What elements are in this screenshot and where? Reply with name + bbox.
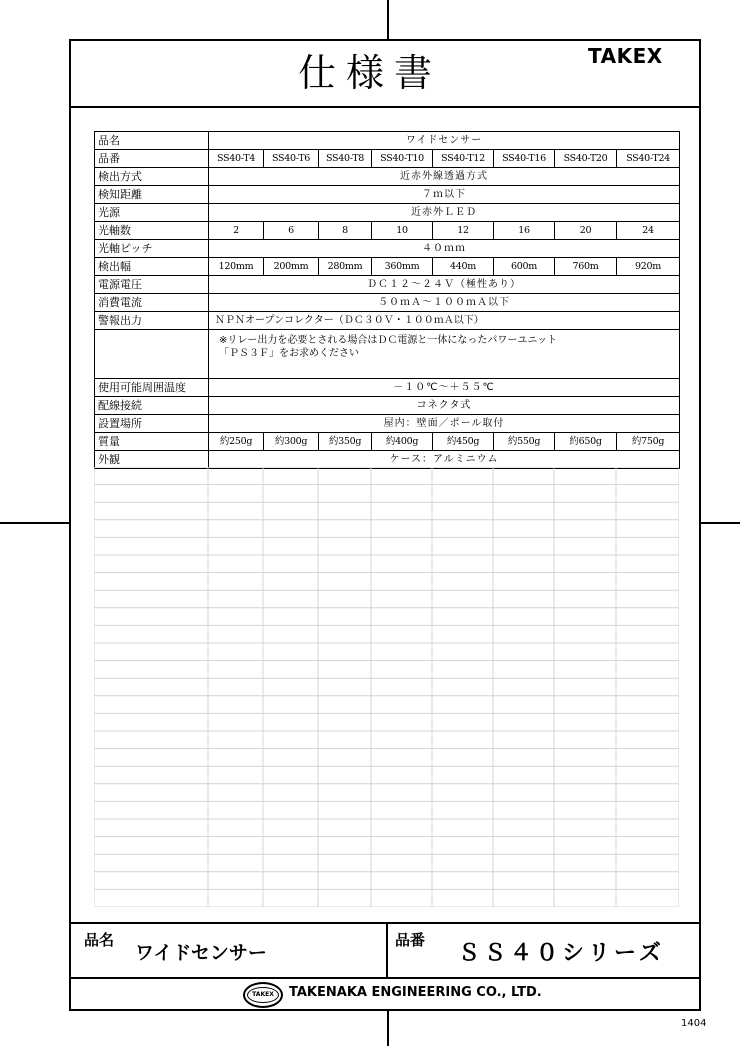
row-installation [95, 415, 680, 433]
footer-vertical-divider [386, 922, 388, 978]
value-detection-method: 近赤外線透過方式 [209, 168, 680, 186]
width-cell: 280mm [319, 258, 372, 276]
row-weight [95, 433, 680, 451]
footer-number-value: ＳＳ４０シリーズ [458, 941, 665, 966]
label-current: 消費電流 [95, 294, 209, 312]
beam-count-cell: 2 [209, 222, 264, 240]
label-alarm-note-blank [95, 330, 209, 379]
alarm-note-line1: ※リレー出力を必要とされる場合はＤＣ電源と一体になったパワーユニット [219, 335, 557, 346]
label-supply-voltage: 電源電圧 [95, 276, 209, 294]
label-detection-method: 検出方式 [95, 168, 209, 186]
footer-name-label: 品名 [84, 931, 115, 949]
label-alarm-output: 警報出力 [95, 312, 209, 330]
label-light-source: 光源 [95, 204, 209, 222]
spec-table [94, 131, 680, 469]
label-wiring: 配線接続 [95, 397, 209, 415]
weight-cell: 約650g [555, 433, 617, 451]
model-cell: SS40-T10 [372, 150, 433, 168]
company-logo-text: TAKEX [247, 987, 279, 1003]
beam-count-cell: 6 [264, 222, 319, 240]
beam-count-cell: 24 [617, 222, 680, 240]
row-temperature [95, 379, 680, 397]
weight-cell: 約750g [617, 433, 680, 451]
width-cell: 120mm [209, 258, 264, 276]
label-temperature: 使用可能周囲温度 [95, 379, 209, 397]
row-alarm-output [95, 312, 680, 330]
label-detection-width: 検出幅 [95, 258, 209, 276]
width-cell: 200mm [264, 258, 319, 276]
row-beam-count [95, 222, 680, 240]
row-detection-method [95, 168, 680, 186]
row-beam-pitch [95, 240, 680, 258]
label-detection-distance: 検知距離 [95, 186, 209, 204]
width-cell: 920m [617, 258, 680, 276]
footer-divider-mid [69, 977, 701, 979]
beam-count-cell: 12 [433, 222, 494, 240]
label-models: 品番 [95, 150, 209, 168]
value-detection-distance: ７ｍ以下 [209, 186, 680, 204]
beam-count-cell: 8 [319, 222, 372, 240]
footer-name-value: ワイドセンサー [135, 942, 267, 964]
model-cell: SS40-T8 [319, 150, 372, 168]
beam-count-cell: 20 [555, 222, 617, 240]
row-current [95, 294, 680, 312]
crop-mark-bottom [387, 1011, 389, 1046]
beam-count-cell: 16 [494, 222, 555, 240]
label-installation: 設置場所 [95, 415, 209, 433]
model-cell: SS40-T20 [555, 150, 617, 168]
value-alarm-output: ＮＰＮオープンコレクター（ＤＣ３０Ｖ・１００ｍＡ以下） [209, 312, 680, 330]
model-cell: SS40-T12 [433, 150, 494, 168]
crop-mark-left [0, 522, 69, 524]
value-installation: 屋内：壁面／ポール取付 [209, 415, 680, 433]
row-light-source [95, 204, 680, 222]
model-cell: SS40-T6 [264, 150, 319, 168]
row-alarm-note [95, 330, 680, 379]
alarm-note-line2: 「ＰＳ３Ｆ」をお求めください [219, 348, 359, 359]
width-cell: 360mm [372, 258, 433, 276]
label-weight: 質量 [95, 433, 209, 451]
weight-cell: 約350g [319, 433, 372, 451]
row-product-name [95, 132, 680, 150]
value-product-name: ワイドセンサー [209, 132, 680, 150]
label-product-name: 品名 [95, 132, 209, 150]
beam-count-cell: 10 [372, 222, 433, 240]
footer-number-label: 品番 [395, 931, 426, 949]
value-light-source: 近赤外ＬＥＤ [209, 204, 680, 222]
label-appearance: 外観 [95, 451, 209, 469]
document-number: 1404 [681, 1018, 707, 1029]
width-cell: 600m [494, 258, 555, 276]
row-wiring [95, 397, 680, 415]
company-name: TAKENAKA ENGINEERING CO., LTD. [289, 985, 542, 1000]
value-beam-pitch: ４０ｍｍ [209, 240, 680, 258]
value-wiring: コネクタ式 [209, 397, 680, 415]
label-beam-count: 光軸数 [95, 222, 209, 240]
page-title: 仕様書 [297, 51, 442, 95]
value-appearance: ケース：アルミニウム [209, 451, 680, 469]
weight-cell: 約250g [209, 433, 264, 451]
weight-cell: 約400g [372, 433, 433, 451]
brand-logo: TAKEX [588, 44, 663, 68]
value-supply-voltage: ＤＣ１２～２４Ｖ（極性あり） [209, 276, 680, 294]
row-models [95, 150, 680, 168]
row-detection-distance [95, 186, 680, 204]
row-appearance [95, 451, 680, 469]
footer-divider-top [69, 922, 701, 924]
value-temperature: －１０℃～＋５５℃ [209, 379, 680, 397]
model-cell: SS40-T16 [494, 150, 555, 168]
crop-mark-top [387, 0, 389, 39]
value-current: ５０ｍＡ～１００ｍＡ以下 [209, 294, 680, 312]
weight-cell: 約300g [264, 433, 319, 451]
row-detection-width [95, 258, 680, 276]
weight-cell: 約550g [494, 433, 555, 451]
label-beam-pitch: 光軸ピッチ [95, 240, 209, 258]
row-supply-voltage [95, 276, 680, 294]
weight-cell: 約450g [433, 433, 494, 451]
model-cell: SS40-T4 [209, 150, 264, 168]
blank-grid-area [94, 467, 679, 907]
width-cell: 760m [555, 258, 617, 276]
crop-mark-right [701, 522, 740, 524]
model-cell: SS40-T24 [617, 150, 680, 168]
header-divider [69, 106, 701, 108]
width-cell: 440m [433, 258, 494, 276]
alarm-output-note [209, 330, 680, 379]
